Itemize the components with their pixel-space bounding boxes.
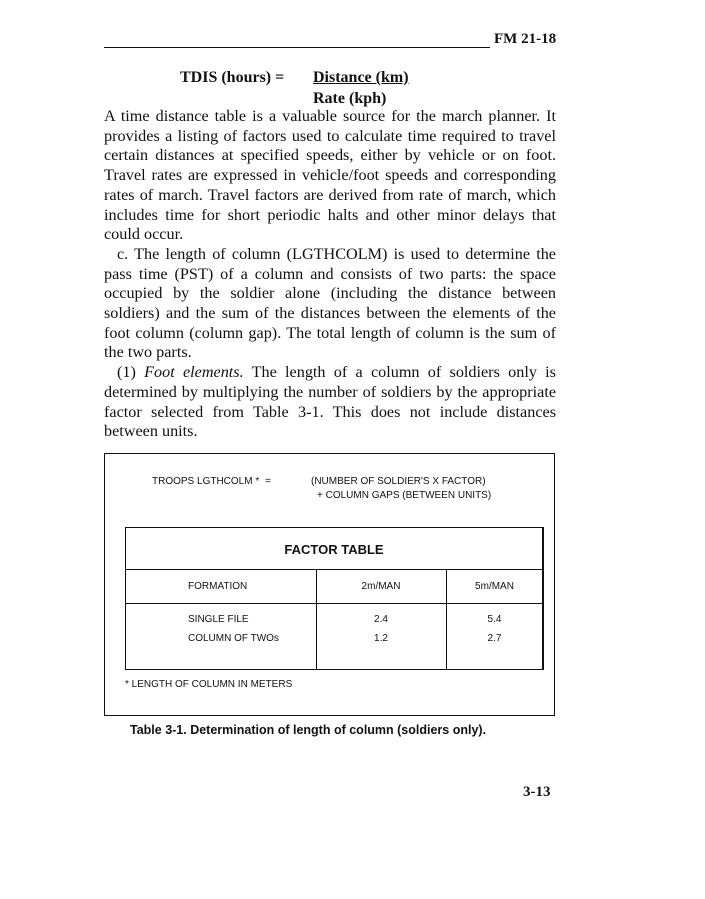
table-caption: Table 3-1. Determination of length of column (soldiers only). xyxy=(130,723,487,737)
figure-box xyxy=(104,453,555,716)
header-rule xyxy=(104,47,490,48)
foot-elements-text: The length of a column of soldiers only is determined by multiplying the number of soldiers by the appropriate factor selected from Table 3-1. This does not include distances between units. xyxy=(104,363,556,441)
row-single-file-2m: 2.4 xyxy=(374,614,388,625)
row-column-of-twos-5m: 2.7 xyxy=(487,633,502,644)
equation-line-1: (NUMBER OF SOLDIER'S X FACTOR) xyxy=(311,476,486,487)
paragraph-time-distance: A time distance table is a valuable source for the march planner. It provides a listing of factors used to calculate time required to travel certain distances at specified speeds, either by vehicle or on foot. Travel rates are expressed in vehicle/foot speeds and corresponding rates of march. Travel factors are derived from rate of march, which includes time for short periodic halts and other minor delays that could occur. xyxy=(104,107,556,244)
factor-table-body xyxy=(126,604,542,669)
factor-table xyxy=(125,527,544,670)
figure-footnote: * LENGTH OF COLUMN IN METERS xyxy=(125,679,293,690)
body-text xyxy=(104,107,556,442)
table-divider-2 xyxy=(446,570,447,669)
equation-line-2: + COLUMN GAPS (BETWEEN UNITS) xyxy=(317,490,492,501)
manual-code: FM 21-18 xyxy=(494,31,557,47)
foot-elements-number: (1) xyxy=(117,363,136,382)
column-length-equation xyxy=(152,475,491,503)
row-column-of-twos-formation: COLUMN OF TWOs xyxy=(188,633,279,644)
factor-table-title: FACTOR TABLE xyxy=(126,528,542,570)
page-number: 3-13 xyxy=(523,784,551,800)
factor-table-header xyxy=(126,570,542,604)
row-single-file-formation: SINGLE FILE xyxy=(188,614,249,625)
equation-lhs: TROOPS LGTHCOLM * xyxy=(152,476,260,487)
header-2m-per-man: 2m/MAN xyxy=(361,581,401,592)
paragraph-length-of-column: c. The length of column (LGTHCOLM) is used to determine the pass time (PST) of a column and consists of two parts: the space occupied by the soldier alone (including the distance between soldiers) and the sum of the distances between the elements of the foot column (column gap). The total length of column is the sum of the two parts. xyxy=(104,244,556,362)
formula-lhs: TDIS (hours) = xyxy=(180,69,285,86)
foot-elements-heading: Foot elements. xyxy=(144,363,244,382)
paragraph-foot-elements xyxy=(104,363,556,442)
equation-operator: = xyxy=(265,476,271,487)
row-column-of-twos-2m: 1.2 xyxy=(374,633,388,644)
tdis-formula xyxy=(180,67,409,109)
formula-denominator: Rate (kph) xyxy=(313,90,387,107)
header-formation: FORMATION xyxy=(188,581,248,592)
row-single-file-5m: 5.4 xyxy=(487,614,502,625)
formula-numerator: Distance (km) xyxy=(313,69,409,86)
header-5m-per-man: 5m/MAN xyxy=(475,581,514,592)
table-divider-1 xyxy=(316,570,317,669)
